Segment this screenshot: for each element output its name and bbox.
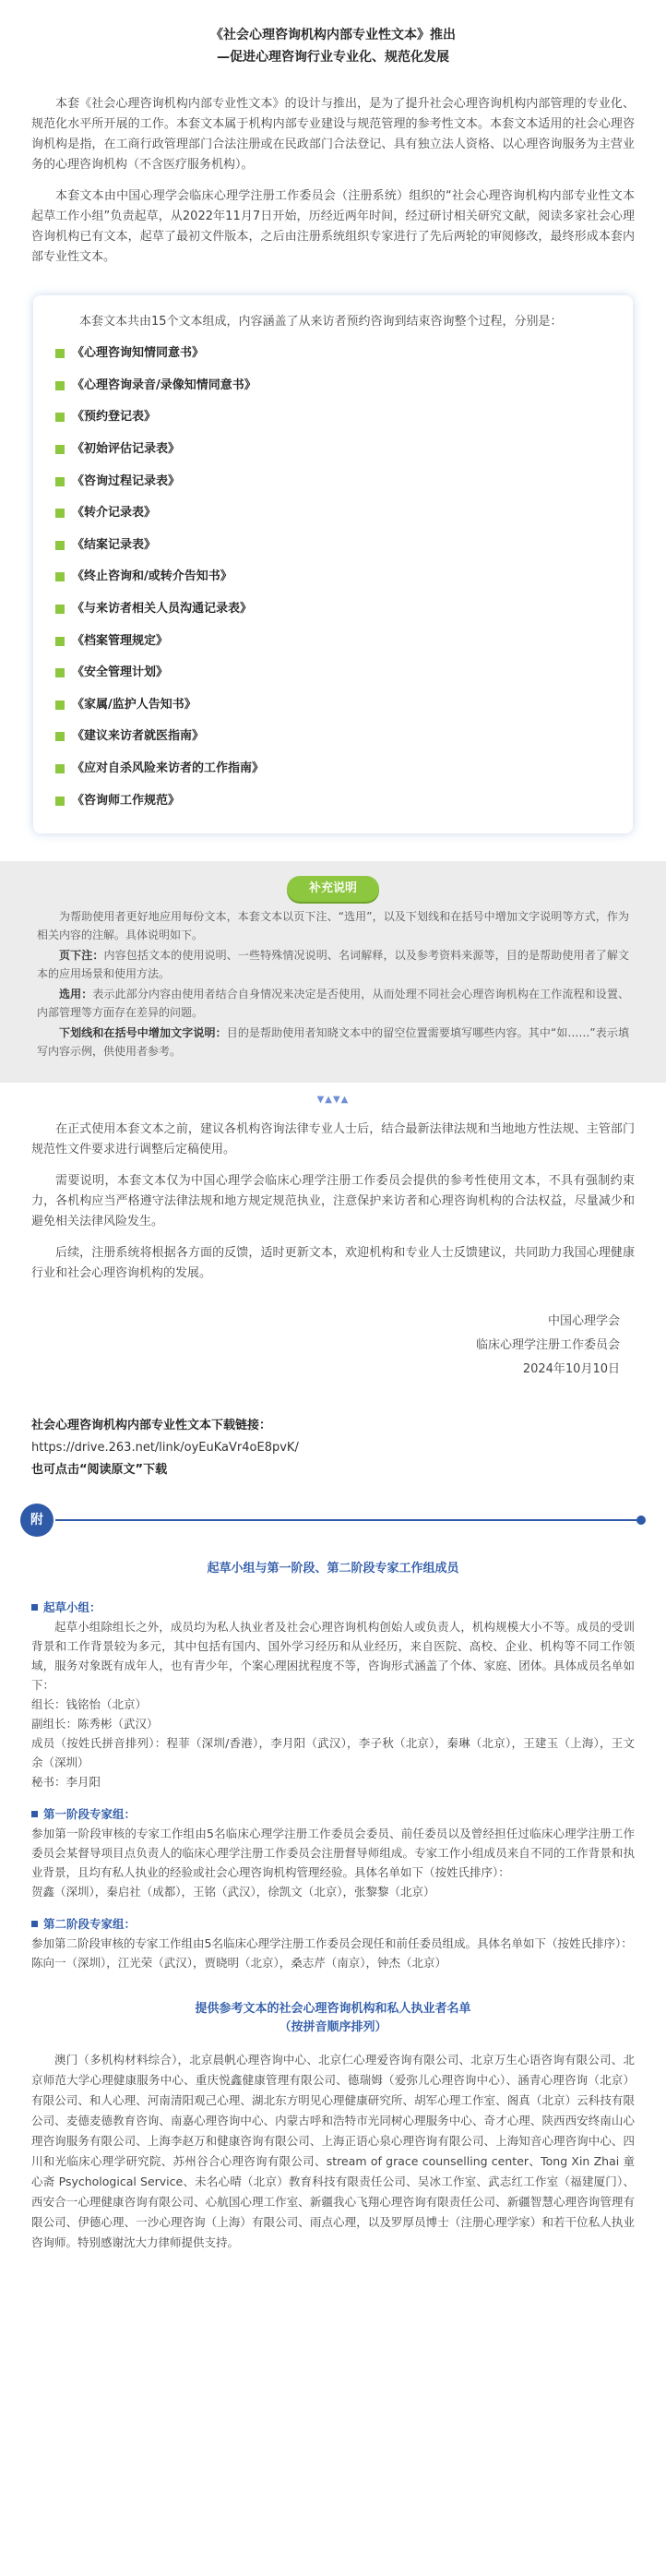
download-section xyxy=(31,1415,635,1481)
reference-list-body: 澳门（多机构材料综合），北京晨帆心理咨询中心、北京仁心理爱咨询有限公司、北京万生心语咨询有限公司、北京师范大学心理健康服务中心、重庆悦鑫健康管理有限公司、德瑞姆（爱弥儿心理咨询中心）、涵青心理咨询（北京）有限公司、和人心理、河南清阳观己心理、湖北东方明见心理健康研究所、胡军心理工作室、阁真（北京）云科技有限公司、麦德麦德教育咨询、南嘉心理咨询中心、内蒙古呼和浩特市光同树心理服务中心、奇才心理、陕西西安终南山心理咨询服务有限公司、上海李赵万和健康咨询有限公司、上海正语心泉心理咨询有限公司、上海知音心理咨询中心、四川和光临床心理学研究院、苏州谷合心理咨询有限公司、stream of grace counselling center、Tong Xin Zhai 童心斋 Psychological Service、未名心晴（北京）教育科技有限责任公司、吴冰工作室、武志红工作室（福建厦门）、西安合一心理健康咨询有限公司、心航国心理工作室、新疆我心飞翔心理咨询有限责任公司、新疆智慧心理咨询管理有限公司、伊德心理、一沙心理咨询（上海）有限公司、雨点心理，以及罗厚员博士（注册心理学家）和若干位私人执业咨询师。特别感谢沈大力律师提供支持。 xyxy=(31,2052,635,2249)
usage-paragraph-1: 在正式使用本套文本之前，建议各机构咨询法律专业人士后，结合最新法律法规和当地地方性法规、主管部门规范性文件要求进行调整后定稿使用。 xyxy=(31,1121,635,1156)
reference-list-title: 提供参考文本的社会心理咨询机构和私人执业者名单 （按拼音顺序排列） xyxy=(195,2001,471,2034)
green-square-icon xyxy=(55,381,65,390)
stage2-desc: 参加第二阶段审核的专家工作组由5名临床心理学注册工作委员会现任和前任委员组成。具体名单如下（按姓氏排序）： xyxy=(31,1935,633,1950)
list-item: 《心理咨询知情同意书》 xyxy=(55,338,609,370)
stage2-heading: 第二阶段专家组： xyxy=(31,1914,635,1934)
sign-org-1: 中国心理学会 xyxy=(547,1313,620,1328)
green-square-icon xyxy=(55,797,65,806)
green-square-icon xyxy=(55,732,65,741)
list-item: 《应对自杀风险来访者的工作指南》 xyxy=(55,753,609,785)
blue-square-icon xyxy=(31,1811,38,1817)
text-list xyxy=(55,338,609,817)
blue-square-icon xyxy=(31,1604,38,1611)
list-item: 《终止咨询和/或转介告知书》 xyxy=(55,561,609,593)
download-link[interactable]: https://drive.263.net/link/oyEuKaVr4oE8pvK/ xyxy=(31,1440,299,1455)
drafting-desc: 起草小组除组长之外，成员均为私人执业者及社会心理咨询机构创始人或负责人，机构规模大小不等。成员的受训背景和工作背景较为多元，其中包括有国内、国外学习经历和从业经历，来自医院、高校、企业、机构等不同工作领域，服务对象既有成年人，也有青少年，个案心理困扰程度不等，咨询形式涵盖了个体、家庭、团体。具体成员名单如下： xyxy=(31,1619,635,1692)
article-title xyxy=(18,0,648,94)
list-item: 《建议来访者就医指南》 xyxy=(55,721,609,753)
stage2-group xyxy=(31,1914,635,1972)
blue-square-icon xyxy=(31,1921,38,1927)
green-square-icon xyxy=(55,637,65,646)
list-item: 《咨询过程记录表》 xyxy=(55,465,609,497)
read-original-tip: 也可点击“阅读原文”下载 xyxy=(31,1462,168,1477)
appendix-badge: 附 xyxy=(20,1504,54,1537)
green-square-icon xyxy=(55,445,65,454)
appendix-divider xyxy=(0,1502,666,1539)
sign-date: 2024年10月10日 xyxy=(522,1361,620,1376)
green-square-icon xyxy=(55,668,65,677)
title-line-2: —促进心理咨询行业专业化、规范化发展 xyxy=(217,50,449,65)
drafting-group xyxy=(31,1598,635,1791)
supplement-box xyxy=(0,861,666,1083)
list-item: 《预约登记表》 xyxy=(55,401,609,434)
appendix-page xyxy=(0,1559,666,2253)
supplement-paragraph-2: 页下注：内容包括文本的使用说明、一些特殊情况说明、名词解释，以及参考资料来源等，目的是帮助使用者了解文本的应用场景和使用方法。 xyxy=(37,948,629,980)
document-page-2 xyxy=(0,1090,666,1481)
green-square-icon xyxy=(55,477,65,486)
appendix-line xyxy=(55,1519,644,1521)
list-item: 《心理咨询录音/录像知情同意书》 xyxy=(55,370,609,402)
list-item: 《档案管理规定》 xyxy=(55,625,609,657)
green-square-icon xyxy=(55,572,65,581)
supplement-paragraph-1: 为帮助使用者更好地应用每份文本，本套文本以页下注、“选用”，以及下划线和在括号中增加文字说明等方式，作为相关内容的注解。具体说明如下。 xyxy=(37,909,629,941)
intro-paragraph-1: 本套《社会心理咨询机构内部专业性文本》的设计与推出，是为了提升社会心理咨询机构内部管理的专业化、规范化水平所开展的工作。本套文本属于机构内部专业建设与规范管理的参考性文本。本套文本适用的社会心理咨询机构是指，在工商行政管理部门合法注册或在民政部门合法登记、具有独立法人资格、以心理咨询服务为主营业务的心理咨询机构（不含医疗服务机构）。 xyxy=(31,97,635,172)
triangle-divider-icon: ▼▲▼▲ xyxy=(316,1094,350,1105)
supplement-paragraph-3: 选用：表示此部分内容由使用者结合自身情况来决定是否使用，从而处理不同社会心理咨询机构在工作流程和设置、内部管理等方面存在差异的问题。 xyxy=(37,987,629,1019)
list-item: 《结案记录表》 xyxy=(55,530,609,562)
drafting-secretary: 秘书：李月阳 xyxy=(31,1774,101,1789)
drafting-leader: 组长：钱铭怡（北京） xyxy=(31,1696,148,1711)
list-item: 《初始评估记录表》 xyxy=(55,434,609,466)
green-square-icon xyxy=(55,701,65,710)
green-square-icon xyxy=(55,509,65,518)
document-page xyxy=(0,0,666,833)
usage-paragraph-2: 需要说明，本套文本仅为中国心理学会临床心理学注册工作委员会提供的参考性使用文本，不具有强制约束力，各机构应当严格遵守法律法规和地方规定规范执业，注意保护来访者和心理咨询机构的合法权益，尽量减少和避免相关法律风险发生。 xyxy=(31,1173,635,1228)
text-list-card xyxy=(33,295,633,833)
stage1-group xyxy=(31,1804,635,1901)
appendix-section-title: 起草小组与第一阶段、第二阶段专家工作组成员 xyxy=(207,1561,459,1576)
green-square-icon xyxy=(55,764,65,773)
list-item: 《咨询师工作规范》 xyxy=(55,785,609,817)
title-line-1: 《社会心理咨询机构内部专业性文本》推出 xyxy=(210,28,456,42)
drafting-heading: 起草小组： xyxy=(31,1598,635,1617)
card-intro: 本套文本共由15个文本组成，内容涵盖了从来访者预约咨询到结束咨询整个过程，分别是： xyxy=(79,315,563,329)
download-heading: 社会心理咨询机构内部专业性文本下载链接： xyxy=(31,1418,272,1432)
supplement-tab: 补充说明 xyxy=(287,876,379,902)
usage-paragraph-3: 后续，注册系统将根据各方面的反馈，适时更新文本，欢迎机构和专业人士反馈建议，共同助力我国心理健康行业和社会心理咨询机构的发展。 xyxy=(31,1245,635,1280)
stage1-names: 贺鑫（深圳），秦启社（成都），王铭（武汉），徐凯文（北京），张黎黎（北京） xyxy=(31,1884,435,1899)
green-square-icon xyxy=(55,541,65,550)
stage1-desc: 参加第一阶段审核的专家工作组由5名临床心理学注册工作委员会委员、前任委员以及曾经担任过临床心理学注册工作委员会某督导项目点负责人的临床心理学注册工作委员会注册督导师组成。专家工作小组成员来自不同的工作背景和执业背景，且均有私人执业的经验或社会心理咨询机构管理经验。具体名单如下（按姓氏排序）： xyxy=(31,1826,635,1879)
sign-org-2: 临床心理学注册工作委员会 xyxy=(475,1337,620,1352)
intro-paragraph-2: 本套文本由中国心理学会临床心理学注册工作委员会（注册系统）组织的“社会心理咨询机构内部专业性文本起草工作小组”负责起草，从2022年11月7日开始，历经近两年时间，经过研讨相关研究文献，阅读多家社会心理咨询机构已有文本，起草了最初文件版本，之后由注册系统组织专家进行了先后两轮的审阅修改，最终形成本套内部专业性文本。 xyxy=(31,189,635,264)
list-item: 《与来访者相关人员沟通记录表》 xyxy=(55,593,609,626)
green-square-icon xyxy=(55,605,65,614)
drafting-deputy: 副组长：陈秀彬（武汉） xyxy=(31,1716,159,1731)
appendix-dot-icon xyxy=(636,1516,646,1525)
list-item: 《安全管理计划》 xyxy=(55,657,609,689)
stage1-heading: 第一阶段专家组： xyxy=(31,1804,635,1824)
green-square-icon xyxy=(55,349,65,358)
signature-block xyxy=(18,1310,620,1382)
drafting-members: 成员（按姓氏拼音排列）：程菲（深圳/香港），李月阳（武汉），李子秋（北京），秦琳（北京），王建玉（上海），王文余（深圳） xyxy=(31,1735,635,1769)
supplement-paragraph-4: 下划线和在括号中增加文字说明：目的是帮助使用者知晓文本中的留空位置需要填写哪些内容。其中“如……”表示填写内容示例，供使用者参考。 xyxy=(37,1025,629,1058)
list-item: 《转介记录表》 xyxy=(55,497,609,530)
green-square-icon xyxy=(55,413,65,422)
stage2-names: 陈向一（深圳），江光荣（武汉），贾晓明（北京），桑志芹（南京），钟杰（北京） xyxy=(31,1955,447,1970)
list-item: 《家属/监护人告知书》 xyxy=(55,689,609,722)
